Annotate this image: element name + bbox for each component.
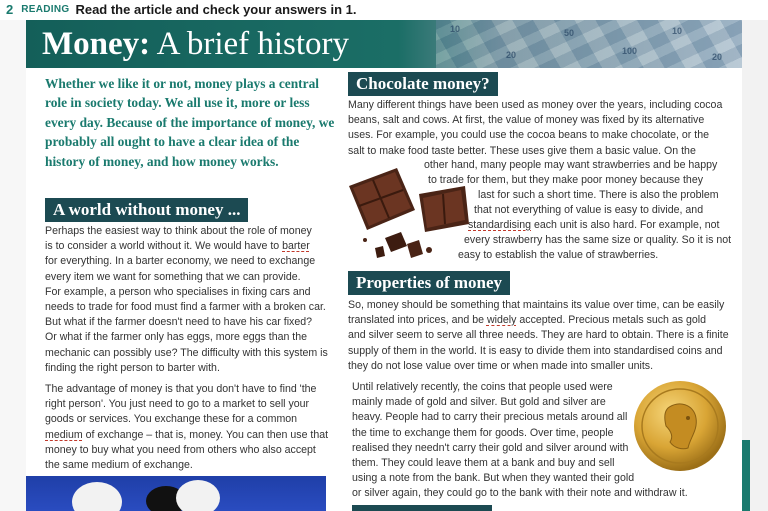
chocolate-section-text-top <box>348 98 740 159</box>
task-instruction <box>6 0 357 18</box>
vocab-word-medium: medium <box>45 428 83 441</box>
text-line: for everything. In a barter economy, we need to exchange <box>45 255 316 268</box>
chocolate-wrap-line: to trade for them, but they make poor money because they <box>428 174 704 186</box>
text-line: For example, a person who specialises in fixing cars and <box>45 285 311 298</box>
bill-text: 20 <box>506 50 517 60</box>
bill-text: 50 <box>564 28 575 38</box>
task-text: Read the article and check your answers in 1. <box>75 1 357 17</box>
text-line: every item we want for something that we can provide. <box>45 270 301 283</box>
bill-text: 10 <box>450 24 461 34</box>
right-page-margin <box>742 20 768 511</box>
text-line: mechanic can possibly use? The difficulty with this system is <box>45 346 328 359</box>
text-line: right person'. You just need to go to a market to sell your <box>45 398 310 411</box>
heading-world-without-money: A world without money ... <box>45 198 248 222</box>
text-line: The advantage of money is that you don't have to find 'the <box>45 383 317 396</box>
text-line: using a note from the bank. But when they wanted their gold <box>352 472 635 485</box>
chocolate-crumbs <box>363 232 432 258</box>
vocab-word-barter: barter <box>282 240 310 253</box>
text-line: salt to make food taste better. These uses give them a basic value. On the <box>348 144 696 157</box>
next-heading-partial <box>352 505 492 511</box>
article-title <box>42 26 349 62</box>
task-tag: READING <box>21 3 70 15</box>
properties-paragraph-1 <box>348 298 740 374</box>
chocolate-bar-right <box>419 186 469 232</box>
text-line: beans, salt and cows. At first, the value of money was fixed by its alternative <box>348 114 705 127</box>
photo-blob <box>176 480 220 511</box>
text-line: the time to exchange them for goods. Over time, people <box>352 426 614 439</box>
text-line: they do not lose value over time or when made into smaller units. <box>348 359 654 372</box>
text-line: Until relatively recently, the coins that people used were <box>352 381 613 393</box>
text-line: or silver again, they could go to the bank with their note and withdraw it. <box>352 487 688 500</box>
text-line: So, money should be something that maintains its value over time, can be easily <box>348 299 725 311</box>
text-line: But what if the farmer doesn't need to have his car fixed? <box>45 316 313 329</box>
title-banner <box>26 20 742 68</box>
text-line: realised they needn't carry their gold and silver around with <box>352 441 629 454</box>
text-line: of exchange – that is, money. You can then use that <box>82 428 329 441</box>
photo-strip-image <box>26 476 326 511</box>
text-line: mainly made of gold and silver. But gold and silver are <box>352 396 606 409</box>
text-line: heavy. People had to carry their precious metals around all <box>352 411 628 424</box>
text-line: finding the right person to barter with. <box>45 361 220 374</box>
heading-properties-of-money: Properties of money <box>348 271 510 295</box>
chocolate-bar-left <box>349 168 415 230</box>
text-line: needs to trade for food must find a farmer with a broken car. <box>45 301 326 314</box>
text-line: Or what if the farmer only has eggs, more eggs than the <box>45 331 308 344</box>
text-line: goods or services. You exchange these for a common <box>45 413 298 426</box>
chocolate-image <box>345 160 473 264</box>
vocab-word-standardising: standardising <box>468 219 532 231</box>
heading-chocolate-money: Chocolate money? <box>348 72 498 96</box>
title-bold: Money: <box>42 26 151 62</box>
text-line: money to buy what you need from others who also accept <box>45 443 316 456</box>
text-line: is to consider a world without it. We would have to <box>45 240 283 253</box>
text-line: the same medium of exchange. <box>45 459 193 472</box>
text-line: each unit is also hard. For example, not <box>531 219 720 231</box>
chocolate-wrap-line: that not everything of value is easy to divide, and <box>474 204 704 216</box>
text-line: Perhaps the easiest way to think about the role of money <box>45 225 312 237</box>
bill-text: 20 <box>712 52 723 62</box>
world-paragraph-1 <box>45 224 345 376</box>
chocolate-wrap-line: easy to establish the value of strawberries. <box>458 249 659 261</box>
vocab-word-widely: widely <box>486 314 517 327</box>
left-page-margin <box>0 20 26 511</box>
text-line: them. They could leave them at a bank and buy and sell <box>352 457 615 470</box>
text-line: and silver seem to serve all three needs. They are hard to obtain. There is a finite <box>348 329 729 342</box>
text-line: uses. For example, you could use the cocoa beans to make chocolate, or the <box>348 129 709 142</box>
text-line: supply of them in the world. It is easy to divide them into standardised coins and <box>348 344 723 357</box>
gold-coin-image <box>630 378 730 474</box>
chocolate-wrap-line: other hand, many people may want strawberries and be happy <box>424 159 718 171</box>
chocolate-wrap-line <box>468 218 740 233</box>
chocolate-wrap-line: every strawberry has the same size or quality. So it is not <box>464 234 732 246</box>
text-line: Many different things have been used as money over the years, including cocoa <box>348 99 723 111</box>
banknote-background-image <box>436 20 742 68</box>
chocolate-wrap-line: last for such a short time. There is also the problem <box>478 189 719 201</box>
world-section-text <box>45 224 345 473</box>
teal-edge-stripe <box>742 440 750 511</box>
bill-text: 10 <box>672 26 683 36</box>
photo-blob <box>72 482 122 511</box>
title-rest: A brief history <box>150 26 350 62</box>
bill-text: 100 <box>622 46 638 56</box>
text-line: accepted. Precious metals such as gold <box>516 314 707 327</box>
world-paragraph-2 <box>45 382 345 473</box>
task-number: 2 <box>6 1 14 17</box>
intro-paragraph: Whether we like it or not, money plays a central role in society today. We all use it, more or less every day. Because of the importance of money, we probably all ought to have a clear idea of the history of money, and how money works. <box>45 76 335 169</box>
text-line: translated into prices, and be <box>348 314 487 327</box>
